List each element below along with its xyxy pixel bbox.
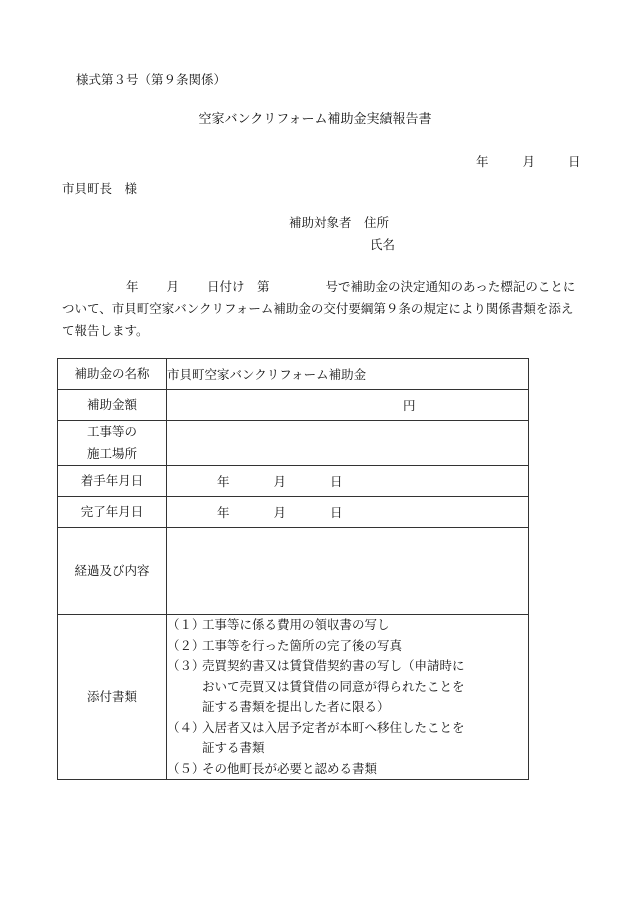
amount-value [167,390,529,421]
list-item-continuation: 証する書類を提出した者に限る） [202,699,390,714]
start-month: 月 [273,474,287,489]
table-row [58,466,529,497]
start-date [167,466,529,497]
end-year: 年 [217,505,230,520]
body-text: 号で補助金の決定通知のあった標記のことについて、市貝町空家バンクリフォーム補助金の交付要綱第９条の規定により関係書類を添えて報告します。 [62,279,576,338]
start-label: 着手年月日 [58,466,167,497]
report-body [62,276,584,342]
name-value: 市貝町空家バンクリフォーム補助金 [167,359,529,390]
table-row [58,390,529,421]
body-month: 月 [166,279,180,294]
site-label-line2: 施工場所 [86,446,137,461]
attachments-list [167,615,529,780]
list-item-continuation: おいて売買又は賃貸借の同意が得られたことを [202,678,465,694]
site-label [58,421,167,466]
end-month: 月 [273,505,287,520]
site-value [167,421,529,466]
site-label-line1: 工事等の [86,424,137,439]
form-number: 様式第３号（第９条関係） [76,72,227,87]
applicant-address-label: 補助対象者 住所 [289,215,390,230]
list-item: （５） その他町長が必要と認める書類 [167,760,378,776]
table-row [58,528,529,615]
date-month: 月 [522,154,536,169]
start-year: 年 [217,474,230,489]
attachments-label: 添付書類 [58,615,167,780]
table-row [58,421,529,466]
end-label: 完了年月日 [58,497,167,528]
list-item: （４） 入居者又は入居予定者が本町へ移住したことを [167,719,465,735]
amount-unit: 円 [403,398,416,413]
end-date [167,497,529,528]
document-title: 空家バンクリフォーム補助金実績報告書 [198,112,432,127]
progress-value [167,528,529,615]
table-row [58,615,529,780]
end-day: 日 [330,505,343,520]
list-item-continuation: 証する書類 [202,740,265,755]
date-year: 年 [476,154,489,169]
applicant-name-label: 氏名 [370,237,396,252]
body-day-ref: 日付け 第 [207,279,270,294]
start-day: 日 [330,474,343,489]
date-line [476,152,581,170]
list-item: （３） 売買契約書又は賃貸借契約書の写し（申請時に [167,658,465,673]
body-year: 年 [126,279,139,294]
progress-label: 経過及び内容 [58,528,167,615]
list-item: （２） 工事等を行った箇所の完了後の写真 [167,637,403,653]
table-row [58,359,529,390]
date-day: 日 [568,154,581,169]
addressee: 市貝町長 様 [62,181,138,196]
name-label: 補助金の名称 [58,359,167,390]
table-row [58,497,529,528]
report-table [57,358,529,780]
amount-label: 補助金額 [58,390,167,421]
list-item: （１） 工事等に係る費用の領収書の写し [167,617,390,632]
